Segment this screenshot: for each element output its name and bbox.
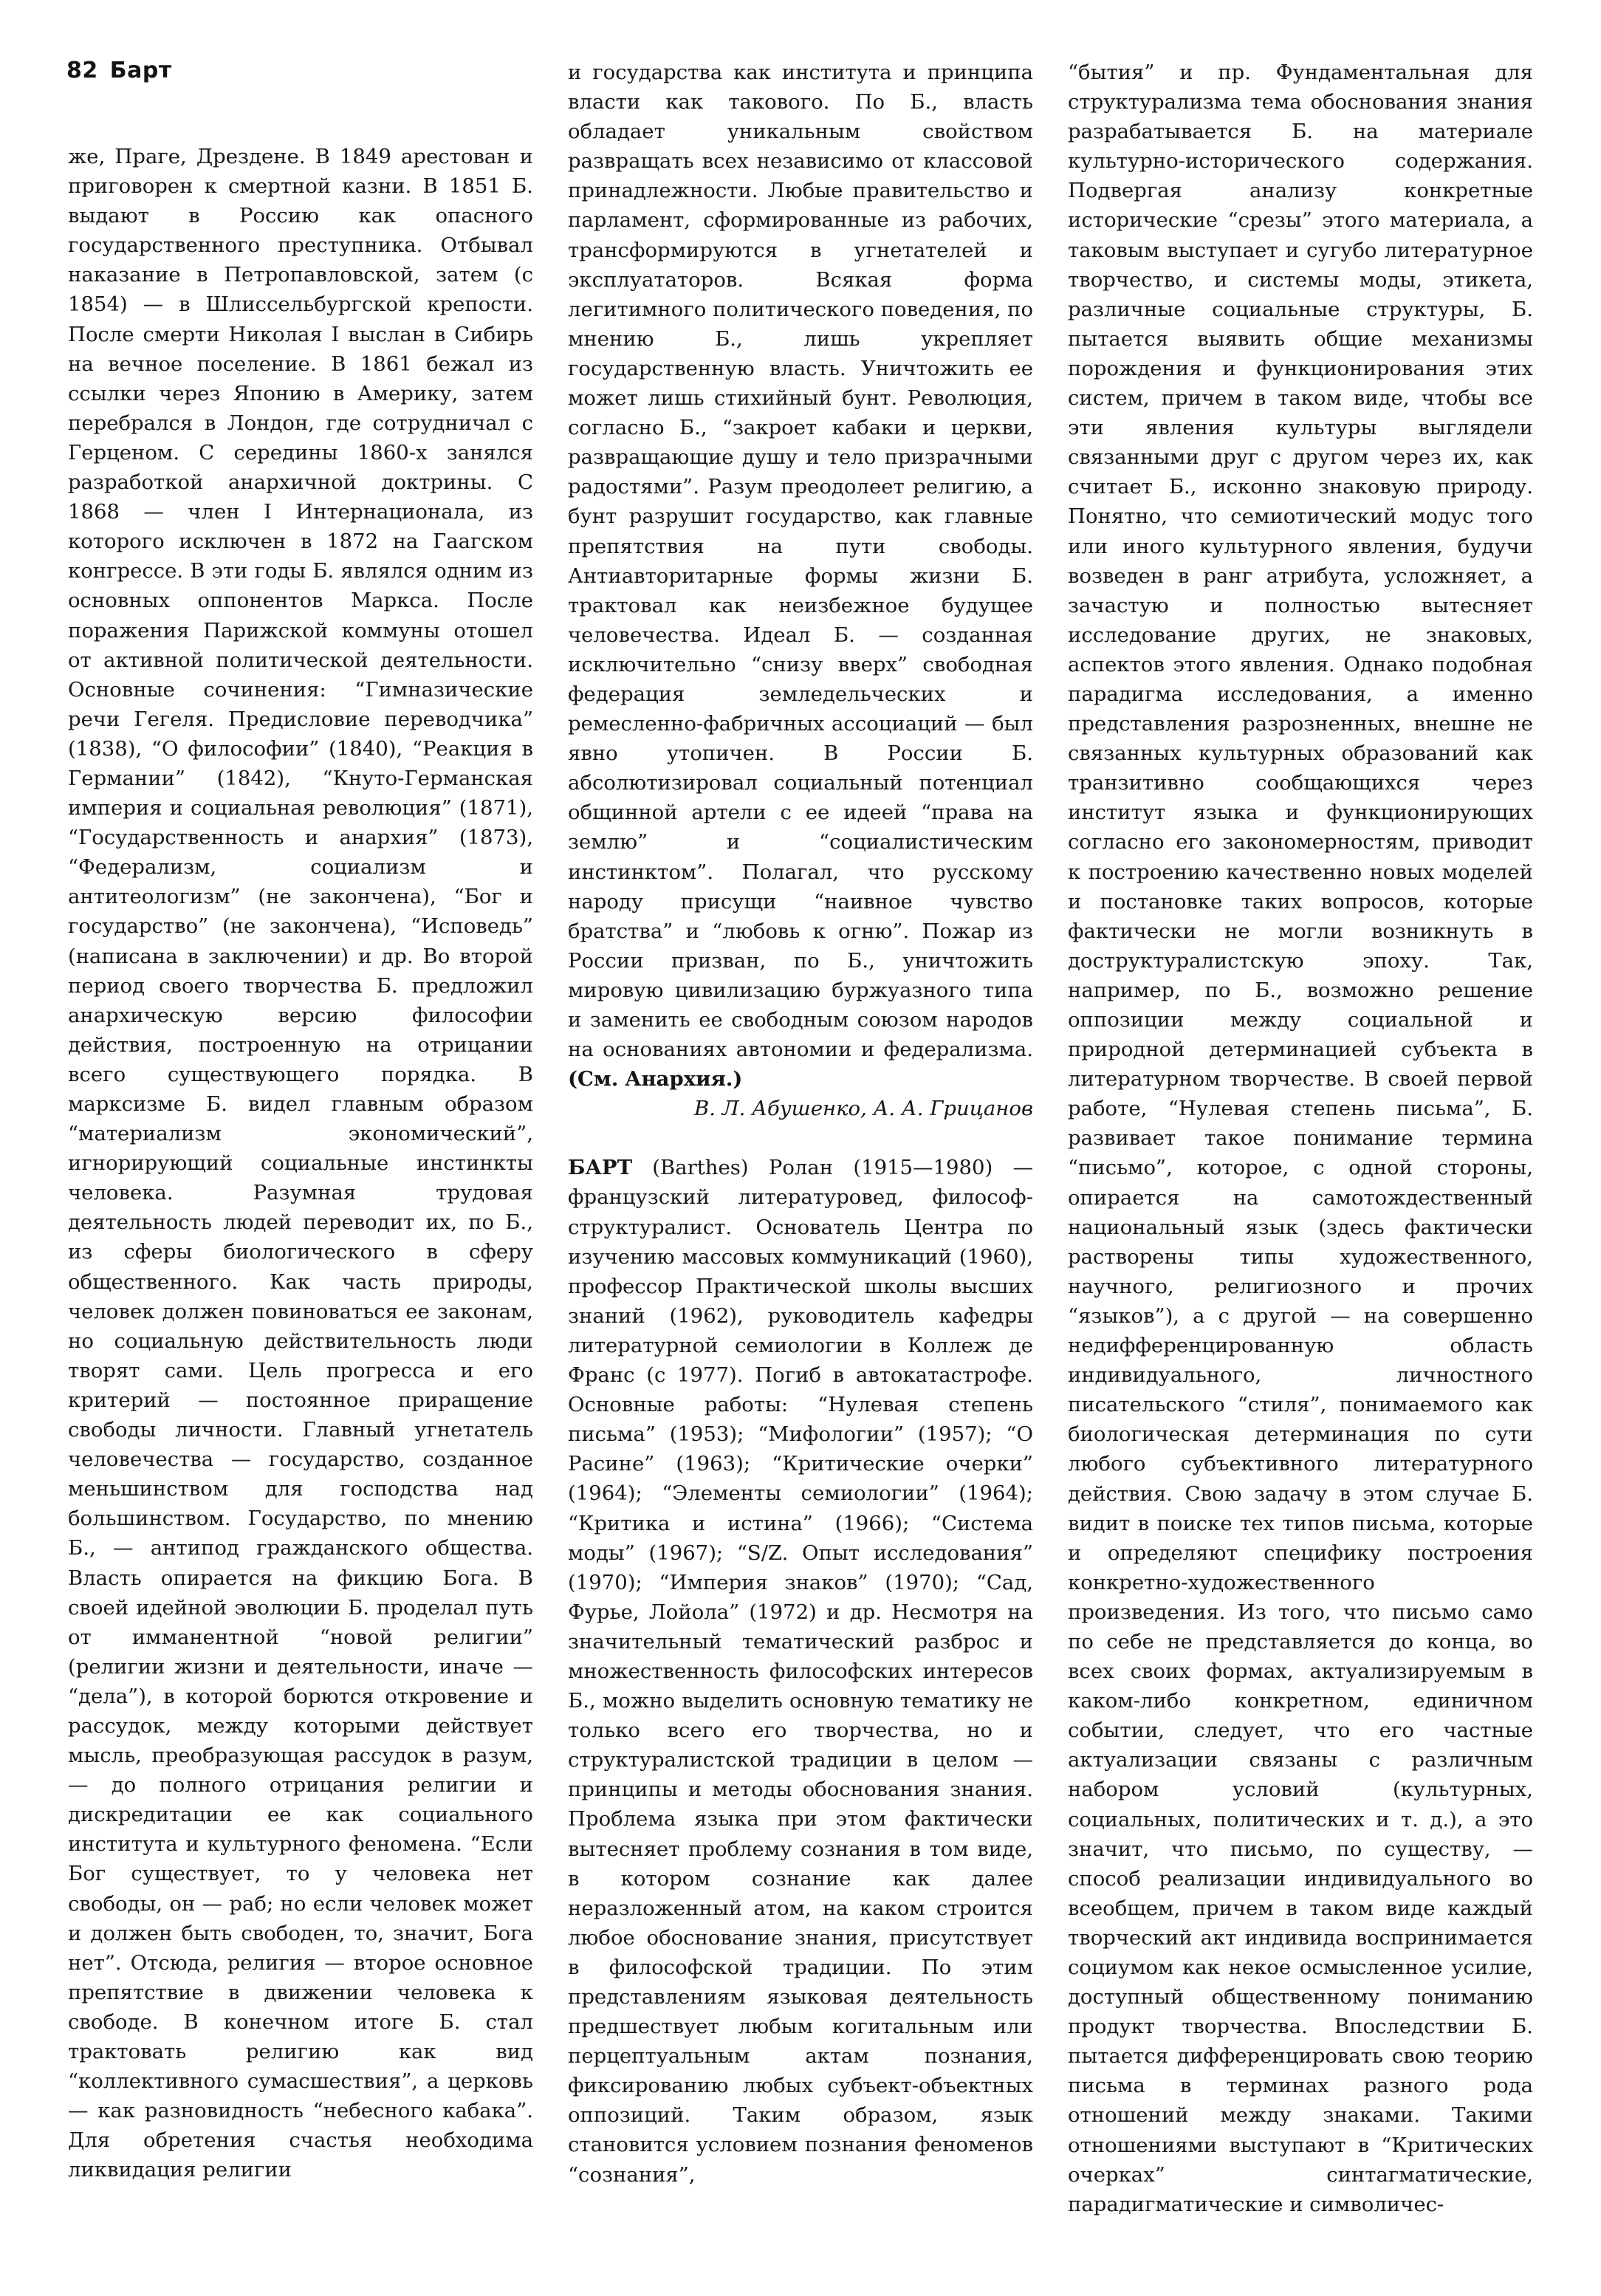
running-head-title: Барт [109,58,172,83]
entry-separator [568,1123,1033,1153]
text-column-1 [68,142,533,2184]
paragraph-text: и государства как института и принципа власти как такового. По Б., власть обладает уникальным свойством развращать всех независимо от классовой принадлежности. Любые правительство и парламент, сформированные из рабочих, трансформируются в угнетателей и эксплуататоров. Всякая форма легитимного политического поведения, по мнению Б., лишь укрепляет государственную власть. Уничтожить ее может лишь стихийный бунт. Революция, согласно Б., “закроет кабаки и церкви, развращающие душу и тело призрачными радостями”. Разум преодолеет религию, а бунт разрушит государство, как главные препятствия на пути свободы. Антиавторитарные формы жизни Б. трактовал как неизбежное будущее человечества. Идеал Б. — созданная исключительно “снизу вверх” свободная федерация земледельческих и ремесленно-фабричных ассоциаций — был явно утопичен. В России Б. абсолютизировал социальный потенциал общинной артели с ее идеей “права на землю” и “социалистическим инстинктом”. Полагал, что русскому народу присущи “наивное чувство братства” и “любовь к огню”. Пожар из России призван, по Б., уничтожить мировую цивилизацию буржуазного типа и заменить ее свободным союзом народов на основаниях автономии и федерализма. [568,61,1033,1062]
entry-text: (Barthes) Ролан (1915—1980) — французский литературовед, философ-структуралист. Основатель Центра по изучению массовых коммуникаций (1960), профессор Практической школы высших знаний (1962), руководитель кафедры литературной семиологии в Коллеж де Франс (с 1977). Погиб в автокатастрофе. Основные работы: “Нулевая степень письма” (1953); “Мифологии” (1957); “О Расине” (1963); “Критические очерки” (1964); “Элементы семиологии” (1964); “Критика и истина” (1966); “Система моды” (1967); “S/Z. Опыт исследования” (1970); “Империя знаков” (1970); “Сад, Фурье, Лойола” (1972) и др. Несмотря на значительный тематический разброс и множественность философских интересов Б., можно выделить основную тематику не только всего его творчества, но и структуралистской традиции в целом — принципы и методы обоснования знания. Проблема языка при этом фактически вытесняет проблему сознания в том виде, в котором сознание как далее неразложенный атом, на каком строится любое обоснование знания, присутствует в философской традиции. По этим представлениям языковая деятельность предшествует любым когитальным или перцептуальным актам познания, фиксированию любых субъект-объектных оппозиций. Таким образом, язык становится условием познания феноменов “сознания”, [568,1156,1033,2187]
text-column-2 [568,58,1033,2190]
article-paragraph-continued: “бытия” и пр. Фундаментальная для структурализма тема обоснования знания разрабатывается Б. на материале культурно-исторического содержания. Подвергая анализу конкретные исторические “срезы” этого материала, а таковым выступает и сугубо литературное творчество, и системы моды, этикета, различные социальные структуры, Б. пытается выявить общие механизмы порождения и функционирования этих систем, причем в таком виде, чтобы все эти явления культуры выглядели связанными друг с другом через их, как считает Б., исконно знаковую природу. Понятно, что семиотический модус того или иного культурного явления, будучи возведен в ранг атрибута, усложняет, а зачастую и полностью вытесняет исследование других, не знаковых, аспектов этого явления. Однако подобная парадигма исследования, а именно представления разрозненных, внешне не связанных культурных образований как транзитивно сообщающихся через институт языка и функционирующих согласно его закономерностям, приводит к построению качественно новых моделей и постановке таких вопросов, которые фактически не могли возникнуть в доструктуралистскую эпоху. Так, например, по Б., возможно решение оппозиции между социальной и природной детерминацией субъекта в литературном творчестве. В своей первой работе, “Нулевая степень письма”, Б. развивает такое понимание термина “письмо”, которое, с одной стороны, опирается на самотождественный национальный язык (здесь фактически растворены типы художественного, научного, религиозного и прочих “языков”), а с другой — на совершенно недифференцированную область индивидуального, личностного писательского “стиля”, понимаемого как биологическая детерминация по сути любого субъективного литературного действия. Свою задачу в этом случае Б. видит в поиске тех типов письма, которые и определяют специфику построения конкретно-художественного произведения. Из того, что письмо само по себе не представляется до конца, во всех своих формах, актуализируемым в каком-либо конкретном, единичном событии, следует, что его частные актуализации связаны с различным набором условий (культурных, социальных, политических и т. д.), а это значит, что письмо, по существу, — способ реализации индивидуального во всеобщем, причем в таком виде каждый творческий акт индивида воспринимается социумом как некое осмысленное усилие, доступный общественному пониманию продукт творчества. Впоследствии Б. пытается дифференцировать свою теорию письма в терминах разного рода отношений между знаками. Такими отношениями выступают в “Критических очерках” синтагматические, парадигматические и символичес- [1068,61,1533,2216]
see-label: (См. [568,1067,619,1092]
cross-reference[interactable] [568,1067,742,1091]
see-target-link[interactable]: Анархия.) [625,1067,743,1092]
text-column-3 [1068,58,1533,2219]
entry-barthes-start [568,1153,1033,2189]
running-head [66,58,172,83]
entry-headword: БАРТ [568,1156,633,1180]
author-signature: В. Л. Абушенко, А. А. Грицанов [694,1097,1033,1121]
article-paragraph: же, Праге, Дрездене. В 1849 арестован и приговорен к смертной казни. В 1851 Б. выдают в Россию как опасного государственного преступника. Отбывал наказание в Петропавловской, затем (с 1854) — в Шлиссельбургской крепости. После смерти Николая I выслан в Сибирь на вечное поселение. В 1861 бежал из ссылки через Японию в Америку, затем перебрался в Лондон, где сотрудничал с Герценом. С середины 1860-х занялся разработкой анархичной доктрины. С 1868 — член I Интернационала, из которого исключен в 1872 на Гаагском конгрессе. В эти годы Б. являлся одним из основных оппонентов Маркса. После поражения Парижской коммуны отошел от активной политической деятельности. Основные сочинения: “Гимназические речи Гегеля. Предисловие переводчика” (1838), “О философии” (1840), “Реакция в Германии” (1842), “Кнуто-Германская империя и социальная революция” (1871), “Государственность и анархия” (1873), “Федерализм, социализм и антитеологизм” (не закончена), “Бог и государство” (не закончена), “Исповедь” (написана в заключении) и др. Во второй период своего творчества Б. предложил анархическую версию философии действия, построенную на отрицании всего существующего порядка. В марксизме Б. видел главным образом “материализм экономический”, игнорирующий социальные инстинкты человека. Разумная трудовая деятельность людей переводит их, по Б., из сферы биологического в сферу общественного. Как часть природы, человек должен повиноваться ее законам, но социальную действительность люди творят сами. Цель прогресса и его критерий — постоянное приращение свободы личности. Главный угнетатель человечества — государство, созданное меньшинством для господства над большинством. Государство, по мнению Б., — антипод гражданского общества. Власть опирается на фикцию Бога. В своей идейной эволюции Б. проделал путь от имманентной “новой религии” (религии жизни и деятельности, иначе — “дела”), в которой борются откровение и рассудок, между которыми действует мысль, преобразующая рассудок в разум, — до полного отрицания религии и дискредитации ее как социального института и культурного феномена. “Если Бог существует, то у человека нет свободы, он — раб; но если человек может и должен быть свободен, то, значит, Бога нет”. Отсюда, религия — второе основное препятствие в движении человека к свободе. В конечном итоге Б. стал трактовать религию как вид “коллективного сумасшествия”, а церковь — как разновидность “небесного кабака”. Для обретения счастья необходима ликвидация религии [68,145,533,2182]
article-paragraph-end [568,58,1033,1094]
page-number: 82 [66,58,98,83]
